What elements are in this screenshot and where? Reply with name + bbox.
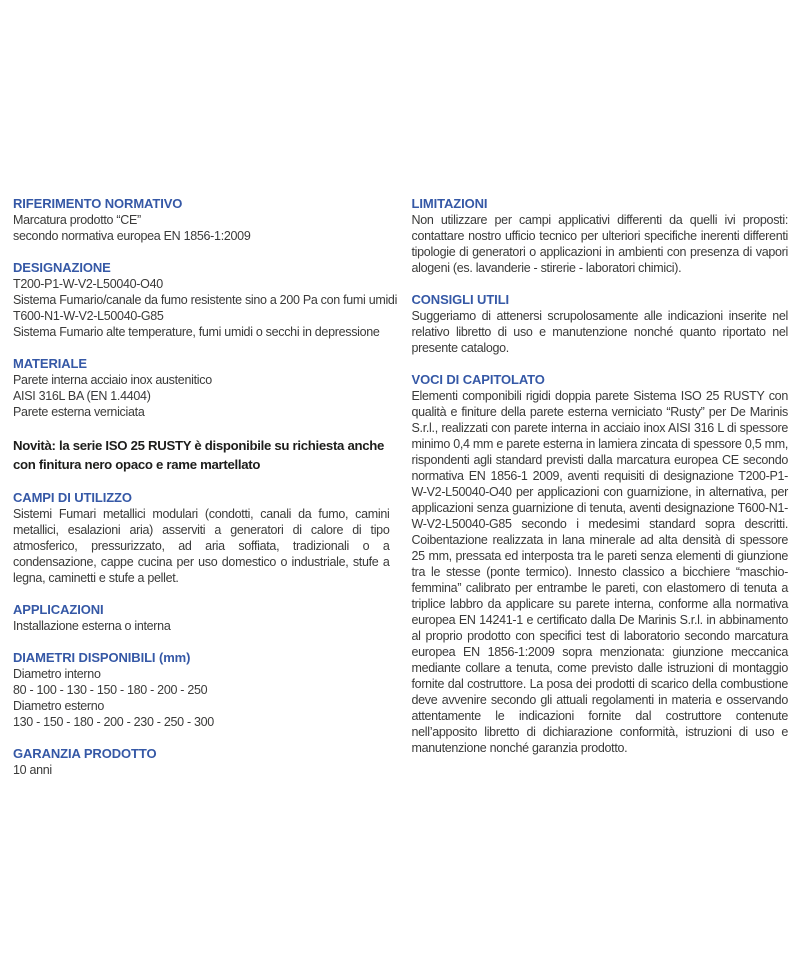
text-line: Marcatura prodotto “CE” (13, 213, 141, 227)
riferimento-normativo-heading: RIFERIMENTO NORMATIVO (13, 196, 183, 211)
text-line: Sistema Fumario/canale da fumo resistente sino a 200 Pa con fumi umidi (13, 293, 398, 307)
section-designazione (13, 260, 398, 340)
consigli-utili-heading: CONSIGLI UTILI (411, 292, 510, 307)
left-column (13, 196, 398, 960)
voci-di-capitolato-paragraph: Elementi componibili rigidi doppia parete Sistema ISO 25 RUSTY con qualità e finiture della parete esterna verniciato “Rusty” per De Marinis S.r.l., realizzati con parete interna in acciaio inox AISI 316 L di spessore minimo 0,4 mm e parete esterna in lamiera zincata di spessore 0,5 mm, rispondenti agli standard previsti dalla marcatura europea CE secondo normativa EN 1856-1 2009, aventi requisiti di designazione T200-P1-W-V2-L50040-O40 per applicazioni con guarnizione, in alternativa, per applicazioni senza guarnizione di tenuta, aventi designazione T600-N1-W-V2-L50040-G85 secondo i medesimi standard sopra descritti. Coibentazione realizzata in lana minerale ad alta densità di spessore 25 mm, pressata ed interposta tra le pareti senza elementi di giunzione tra le stesse (ponte termico). Innesto classico a bicchiere “maschio-femmina” calibrato per entrambe le pareti, con elastomero di tenuta a triplice labbro da applicare su parete interna, conforme alla normativa europea EN 14241-1 e certificato dalla De Marinis S.r.l. in abbinamento al proprio prodotto con specifici test di laboratorio secondo marcatura europea EN 1856-1:2009 sopra menzionata: giunzione meccanica mediante collare a tenuta, come previsto dalle istruzioni di montaggio fornite dal costruttore. La posa dei prodotti di scarico della combustione deve avvenire secondo gli attuali regolamenti in materia e osservando attentamente le indicazioni fornite dal costruttore contenute nell’apposito libretto di dichiarazione conformità, istruzioni di uso e manutenzione nonché garanzia prodotto. (411, 389, 788, 755)
text-line: 130 - 150 - 180 - 200 - 230 - 250 - 300 (13, 715, 214, 729)
designazione-heading: DESIGNAZIONE (13, 260, 111, 275)
text-line: Parete interna acciaio inox austenitico (13, 373, 212, 387)
limitazioni-paragraph: Non utilizzare per campi applicativi differenti da quelli ivi proposti: contattare nostro ufficio tecnico per ulteriori specifiche inerenti differenti tipologie di generatori o applicazioni in ambienti con presenza di vapori alogeni (es. lavanderie - stirerie - laboratori chimici). (411, 213, 788, 275)
diametri-disponibili-heading: DIAMETRI DISPONIBILI (mm) (13, 650, 191, 665)
text-line: 80 - 100 - 130 - 150 - 180 - 200 - 250 (13, 683, 208, 697)
section-riferimento-normativo (13, 196, 390, 244)
section-campi-di-utilizzo (13, 490, 390, 586)
consigli-utili-paragraph: Suggeriamo di attenersi scrupolosamente alle indicazioni inserite nel relativo libretto di uso e manutenzione nonché quanto riportato nel presente catalogo. (411, 309, 788, 355)
section-diametri-disponibili (13, 650, 390, 730)
text-line: T600-N1-W-V2-L50040-G85 (13, 309, 164, 323)
limitazioni-heading: LIMITAZIONI (411, 196, 488, 211)
text-line: Sistema Fumario alte temperature, fumi umidi o secchi in depressione (13, 325, 380, 339)
garanzia-prodotto-text: 10 anni (13, 763, 52, 777)
section-consigli-utili (412, 292, 789, 356)
materiale-heading: MATERIALE (13, 356, 87, 371)
applicazioni-heading: APPLICAZIONI (13, 602, 104, 617)
text-line: Diametro interno (13, 667, 101, 681)
garanzia-prodotto-heading: GARANZIA PRODOTTO (13, 746, 157, 761)
right-column (412, 196, 789, 960)
novita-notice: Novità: la serie ISO 25 RUSTY è disponibile su richiesta anche con finitura nero opaco e rame martellato (13, 438, 385, 472)
text-line: AISI 316L BA (EN 1.4404) (13, 389, 151, 403)
section-garanzia-prodotto (13, 746, 390, 778)
campi-di-utilizzo-heading: CAMPI DI UTILIZZO (13, 490, 132, 505)
section-applicazioni (13, 602, 390, 634)
text-line: secondo normativa europea EN 1856-1:2009 (13, 229, 251, 243)
voci-di-capitolato-heading: VOCI DI CAPITOLATO (411, 372, 545, 387)
section-materiale (13, 356, 390, 420)
section-voci-di-capitolato (412, 372, 789, 756)
section-limitazioni (412, 196, 789, 276)
text-line: Diametro esterno (13, 699, 105, 713)
text-line: Parete esterna verniciata (13, 405, 145, 419)
campi-di-utilizzo-paragraph: Sistemi Fumari metallici modulari (condotti, canali da fumo, camini metallici, esalazioni aria) asserviti a generatori di calore di tipo atmosferico, pressurizzato, ad aria soffiata, tradizionali o a condensazione, cappe cucina per uso domestico o industriale, stufe a legna, caminetti e stufe a pellet. (13, 507, 390, 585)
applicazioni-text: Installazione esterna o interna (13, 619, 171, 633)
text-line: T200-P1-W-V2-L50040-O40 (13, 277, 163, 291)
